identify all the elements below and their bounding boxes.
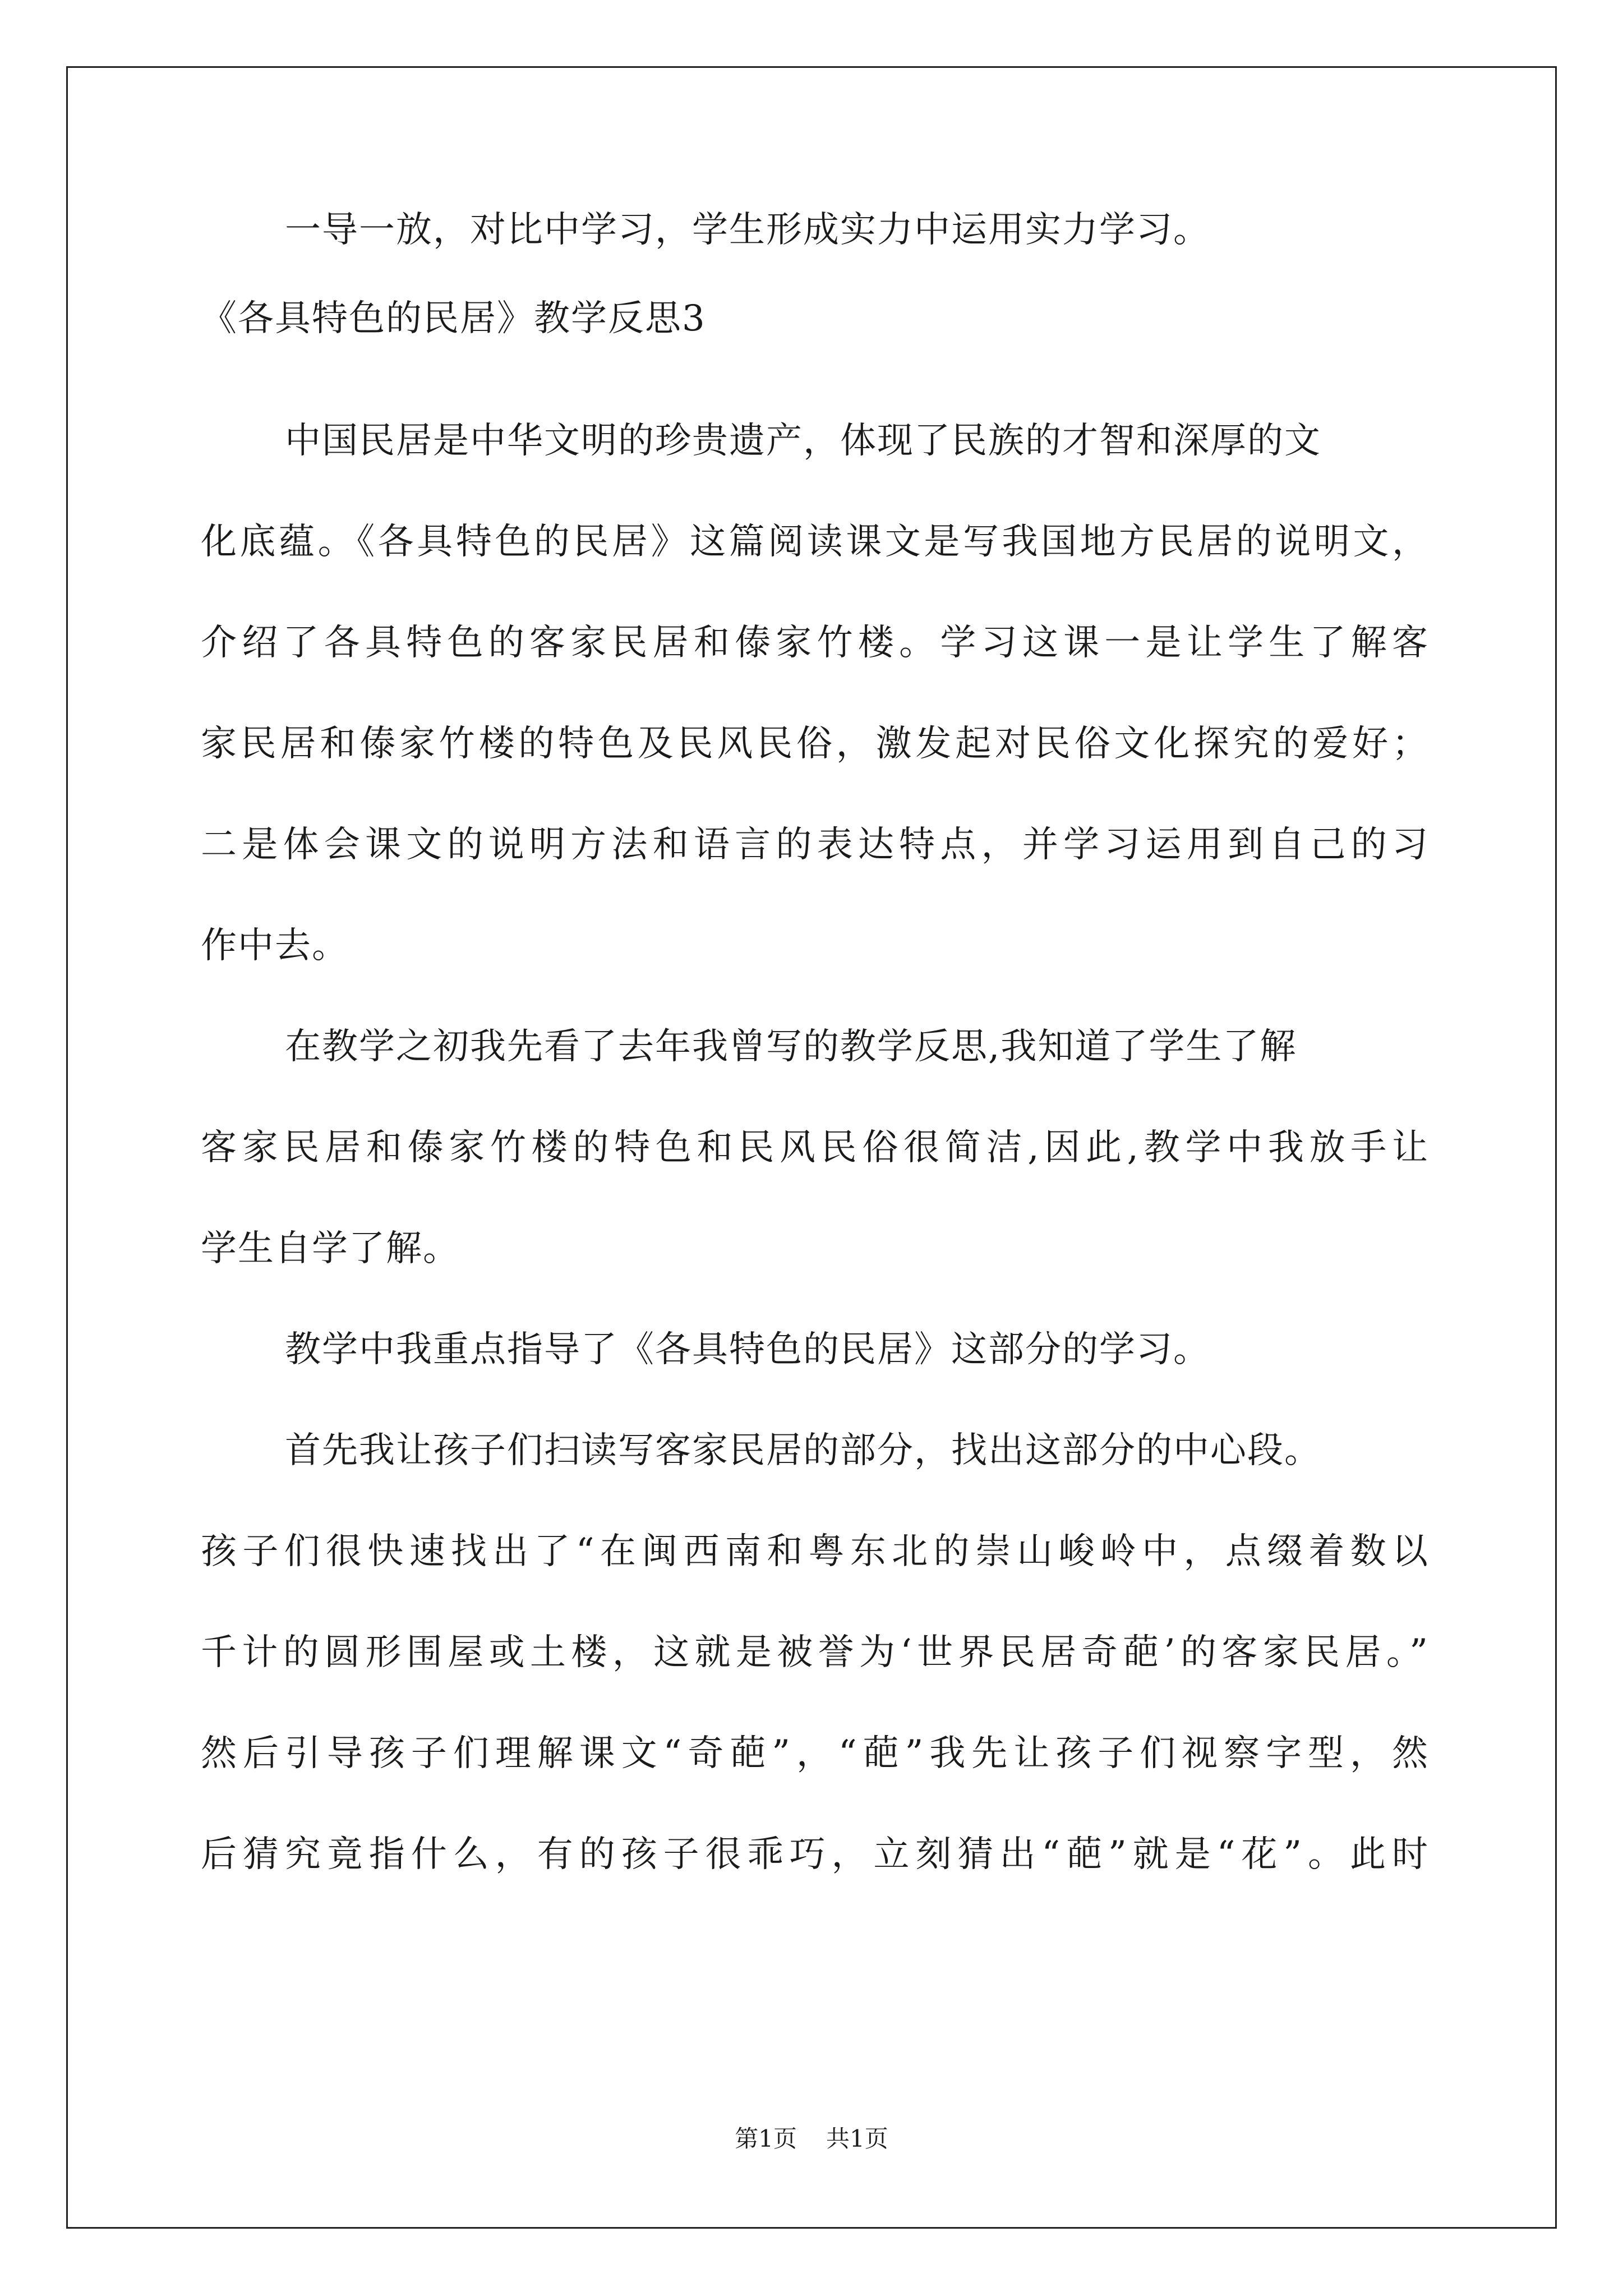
paragraph-line: 孩子们很快速找出了“在闽西南和粤东北的崇山峻岭中，点缀着数以 [201,1531,1429,1572]
paragraph-line: 后猜究竟指什么，有的孩子很乖巧，立刻猜出“葩”就是“花”。此时 [201,1834,1429,1875]
paragraph-line: 中国民居是中华文明的珍贵遗产，体现了民族的才智和深厚的文 [285,420,1321,462]
paragraph-line: 教学中我重点指导了《各具特色的民居》这部分的学习。 [285,1329,1210,1370]
paragraph-line: 在教学之初我先看了去年我曾写的教学反思,我知道了学生了解 [285,1026,1297,1068]
page-footer [0,2123,1623,2155]
paragraph-line: 千计的圆形围屋或土楼，这就是被誉为‘世界民居奇葩’的客家民居。” [201,1632,1429,1673]
page-total: 共1页 [826,2125,888,2152]
paragraph-line: 作中去。 [201,925,349,967]
paragraph-line: 一导一放，对比中学习，学生形成实力中运用实力学习。 [285,209,1210,251]
section-heading: 《各具特色的民居》教学反思3 [201,298,706,339]
paragraph-line: 然后引导孩子们理解课文“奇葩”，“葩”我先让孩子们视察字型，然 [201,1733,1429,1774]
paragraph-line: 学生自学了解。 [201,1228,460,1269]
page-number: 第1页 [735,2125,797,2152]
paragraph-line: 二是体会课文的说明方法和语言的表达特点，并学习运用到自己的习 [201,824,1429,866]
paragraph-line: 家民居和傣家竹楼的特色及民风民俗，激发起对民俗文化探究的爱好； [201,723,1429,765]
paragraph-line: 介绍了各具特色的客家民居和傣家竹楼。学习这课一是让学生了解客 [201,622,1429,664]
paragraph-line: 化底蕴。《各具特色的民居》这篇阅读课文是写我国地方民居的说明文， [201,521,1429,563]
paragraph-line: 首先我让孩子们扫读写客家民居的部分，找出这部分的中心段。 [285,1430,1321,1471]
paragraph-line: 客家民居和傣家竹楼的特色和民风民俗很简洁,因此,教学中我放手让 [201,1127,1429,1168]
